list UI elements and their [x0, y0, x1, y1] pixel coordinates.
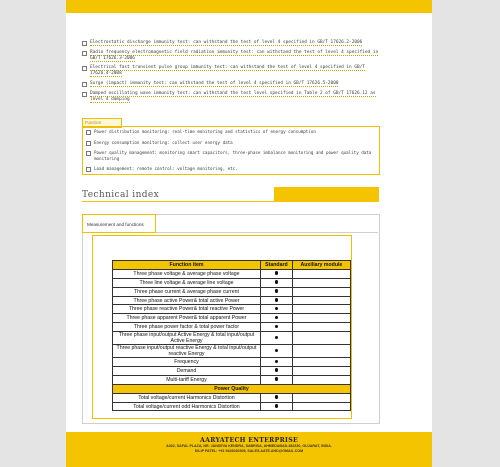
auxiliary-cell [292, 269, 350, 278]
company-address: A302, SAFAL PLAZA, NR. JANSEVA KENDRA, SABRISA, AHMEDABAD-382330, GUJARAT, INDIA. [166, 444, 332, 448]
standard-cell [260, 375, 292, 384]
function-item-cell: Total voltage/current odd Harmonics Distortion [113, 402, 261, 411]
table-row [113, 278, 351, 287]
function-table [112, 260, 351, 411]
standard-cell [260, 402, 292, 411]
auxiliary-cell [292, 287, 350, 296]
company-contact: DILIP PATEL: +91 9426040305, SALES.AATE.AHD@GMAIL.COM [194, 449, 304, 453]
column-header: Auxiliary module [292, 261, 350, 270]
function-item-cell: Three phase power factor & total power factor [113, 323, 261, 332]
table-row [113, 314, 351, 323]
auxiliary-cell [292, 296, 350, 305]
list-item [82, 91, 382, 103]
bullet-icon [275, 368, 279, 372]
list-item [86, 140, 379, 146]
table-row [113, 269, 351, 278]
bullet-icon [275, 289, 279, 293]
standard-cell [260, 393, 292, 402]
list-item-text: Radio frequency electromagnetic field radiation immunity test: can withstand the test of level 4 specified in GB/T 17626.3-2006 [90, 49, 379, 61]
auxiliary-cell [292, 323, 350, 332]
table-row [113, 393, 351, 402]
section-cell: Power Quality [113, 384, 351, 393]
auxiliary-cell [292, 358, 350, 367]
list-item [86, 166, 379, 172]
function-item-cell: Demand [113, 367, 261, 376]
auxiliary-cell [292, 367, 350, 376]
table-row [113, 375, 351, 384]
standard-cell [260, 305, 292, 314]
bullet-icon [275, 377, 279, 381]
list-item [82, 65, 382, 77]
function-item-cell: Three phase reactive Power& total reactive Power [113, 305, 261, 314]
list-item [82, 81, 382, 87]
bullet-icon [275, 271, 279, 275]
table-row [113, 332, 351, 345]
auxiliary-cell [292, 393, 350, 402]
standard-cell [260, 278, 292, 287]
list-item-text: Energy consumption monitoring: collect user energy data [94, 139, 233, 145]
function-item-cell: Three phase input/output Active Energy & total input/output Active Energy [113, 332, 261, 345]
function-item-cell: Frequency [113, 358, 261, 367]
function-item-cell: Multi-tariff Energy [113, 375, 261, 384]
table-row [113, 305, 351, 314]
function-section-box [82, 126, 380, 175]
column-header: Standard [260, 261, 292, 270]
function-item-cell: Three phase active Power& total active Power [113, 296, 261, 305]
list-item [86, 150, 379, 161]
auxiliary-cell [292, 332, 350, 345]
compatibility-test-list [82, 40, 382, 106]
function-item-cell: Three phase input/output reactive Energy & total input/output reactive Energy [113, 345, 261, 358]
list-item-text: Power distribution monitoring: real-time monitoring and statistics of energy consumption [94, 129, 316, 134]
function-item-cell: Three phase apparent Power& total apparent Power [113, 314, 261, 323]
table-row [113, 358, 351, 367]
footer [66, 432, 432, 467]
standard-cell [260, 345, 292, 358]
function-item-cell: Three phase voltage & average phase voltage [113, 269, 261, 278]
auxiliary-cell [292, 402, 350, 411]
bullet-icon [275, 307, 279, 311]
function-item-cell: Total voltage/current Harmonics Distortion [113, 393, 261, 402]
auxiliary-cell [292, 345, 350, 358]
function-section-tag: Function [82, 118, 122, 128]
standard-cell [260, 323, 292, 332]
table-row [113, 323, 351, 332]
standard-cell [260, 367, 292, 376]
list-item-text: Damped oscillating wave immunity test: can withstand the test level specified in Table 2 of GB/T 17626.12 as level 4 damping [90, 90, 376, 102]
auxiliary-cell [292, 375, 350, 384]
bullet-icon [275, 336, 279, 340]
section-underline [82, 201, 379, 202]
table-section-row [113, 384, 351, 393]
document-page [66, 0, 432, 467]
function-item-cell: Three line voltage & average line voltage [113, 278, 261, 287]
table-row [113, 345, 351, 358]
tab-measurement: Measurement and functions [82, 214, 156, 233]
list-item-text: Power quality management: monitoring smart capacitors, three-phase imbalance monitoring and power quality data monitoring [94, 150, 372, 161]
list-item-text: Electrostatic discharge immunity test: can withstand the test of level 4 specified in GB/T 17626.2-2006 [90, 40, 363, 45]
table-row [113, 367, 351, 376]
standard-cell [260, 332, 292, 345]
table-header-row [113, 261, 351, 270]
divider [156, 232, 378, 233]
section-title: Technical index [82, 190, 160, 200]
function-item-cell: Three phase current & average phase current [113, 287, 261, 296]
auxiliary-cell [292, 278, 350, 287]
table-row [113, 296, 351, 305]
standard-cell [260, 296, 292, 305]
list-item-text: Surge (impact) immunity test: can withstand the test of level 4 specified in GB/T 17626.5-2008 [90, 80, 339, 86]
top-yellow-band [66, 0, 432, 13]
table-frame [92, 235, 352, 419]
table-row [113, 287, 351, 296]
bullet-icon [275, 280, 279, 284]
bullet-icon [275, 404, 279, 408]
bullet-icon [275, 316, 279, 320]
list-item-text: Load management: remote control: voltage monitoring, etc. [94, 166, 238, 171]
bullet-icon [275, 325, 279, 329]
table-row [113, 402, 351, 411]
bullet-icon [275, 360, 279, 364]
standard-cell [260, 269, 292, 278]
auxiliary-cell [292, 314, 350, 323]
bullet-icon [275, 298, 279, 302]
list-item [82, 50, 382, 62]
standard-cell [260, 358, 292, 367]
standard-cell [260, 314, 292, 323]
auxiliary-cell [292, 305, 350, 314]
section-accent-block [274, 187, 379, 201]
table-body [113, 269, 351, 411]
list-item [86, 129, 379, 135]
company-name: AARYATECH ENTERPRISE [200, 437, 298, 444]
bullet-icon [275, 395, 279, 399]
list-item-text: Electrical fast transient pulse group immunity test: can withstand the test of level 4 specified in GB/T 17626.4-2008 [90, 65, 365, 77]
standard-cell [260, 287, 292, 296]
column-header: Function item [113, 261, 261, 270]
bullet-icon [275, 349, 279, 353]
list-item [82, 40, 382, 46]
